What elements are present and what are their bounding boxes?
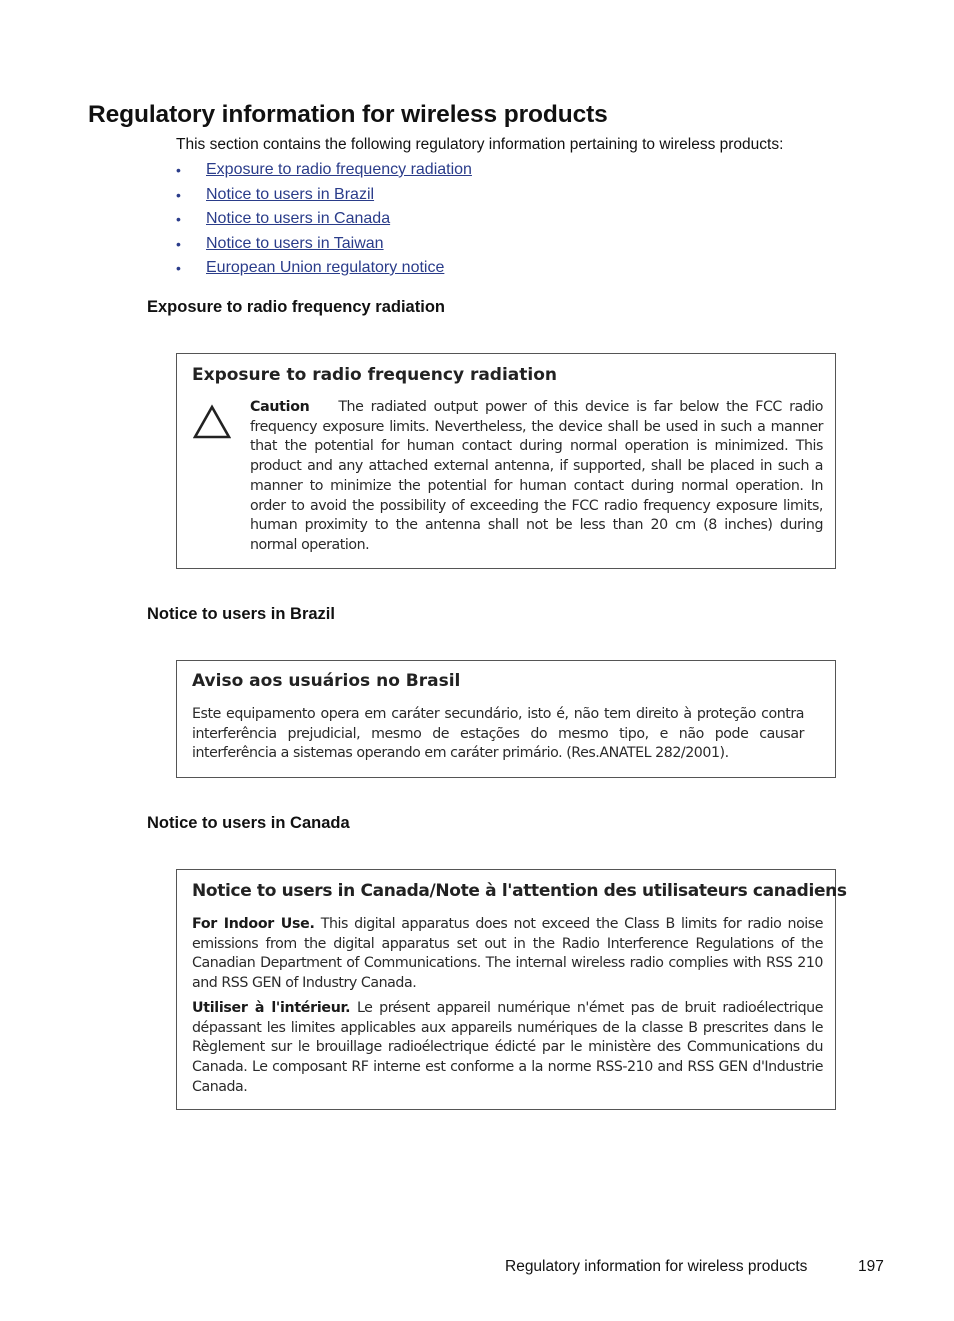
heading-canada: Notice to users in Canada	[147, 814, 350, 832]
caution-paragraph	[250, 398, 823, 556]
bullet-icon: •	[176, 235, 181, 252]
footer-title: Regulatory information for wireless products	[505, 1258, 808, 1275]
link-notice-brazil[interactable]: Notice to users in Brazil	[206, 185, 375, 203]
page-title: Regulatory information for wireless products	[88, 101, 608, 128]
exposure-box-title: Exposure to radio frequency radiation	[192, 365, 558, 385]
brazil-box-title: Aviso aos usuários no Brasil	[192, 671, 461, 691]
heading-brazil: Notice to users in Brazil	[147, 605, 335, 623]
canada-french-text: Le présent appareil numérique n'émet pas de bruit radioélectrique dépassant les limites applicables aux appareils numériques de la classe B prescrites dans le Règlement sur le brouillage radioélectrique édicté par le ministère des Communications du Canada. Le composant RF interne est conforme a la norme RSS-210 and RSS GEN d'Industrie Canada.	[192, 1000, 823, 1095]
canada-box-title: Notice to users in Canada/Note à l'attention des utilisateurs canadiens	[192, 881, 847, 901]
canada-english-text: This digital apparatus does not exceed the Class B limits for radio noise emissions from the digital apparatus set out in the Radio Interference Regulations of the Canadian Department of Communications. The internal wireless radio complies with RSS 210 and RSS GEN of Industry Canada.	[192, 916, 824, 992]
utiliser-label: Utiliser à l'intérieur.	[192, 1000, 351, 1016]
brazil-notice-box	[176, 660, 836, 778]
canada-notice-box	[176, 869, 847, 1110]
caution-label: Caution	[250, 399, 310, 415]
exposure-notice-box	[176, 353, 836, 569]
intro-text: This section contains the following regulatory information pertaining to wireless products:	[176, 136, 784, 153]
bullet-icon: •	[176, 162, 181, 178]
canada-english-paragraph	[192, 915, 823, 994]
brazil-text: Este equipamento opera em caráter secundário, isto é, não tem direito à proteção contra interferência prejudicial, mesmo de estações do mesmo tipo, e não pode causar interferência a sistemas operando em caráter primário. (Res.ANATEL 282/2001).	[192, 706, 804, 762]
page-number: 197	[858, 1258, 884, 1275]
link-eu-regulatory-notice[interactable]: European Union regulatory notice	[206, 259, 445, 276]
indoor-use-label: For Indoor Use.	[192, 916, 315, 932]
caution-text: The radiated output power of this device is far below the FCC radio frequency exposure limits. Nevertheless, the device shall be used in such a manner that the potential for human contact during normal operation is minimized. This product and any attached external antenna, if supported, shall be placed in such a manner to minimize the potential for human contact during normal operation. In order to avoid the possibility of exceeding the FCC radio frequency exposure limits, human proximity to the antenna shall not be less than 20 cm (8 inches) during normal operation.	[250, 399, 823, 553]
bullet-icon: •	[176, 186, 181, 203]
bullet-icon: •	[176, 260, 181, 276]
heading-exposure: Exposure to radio frequency radiation	[147, 298, 445, 316]
canada-french-paragraph	[192, 999, 823, 1098]
warning-triangle-icon	[193, 404, 231, 440]
link-exposure-radio-frequency[interactable]: Exposure to radio frequency radiation	[206, 161, 472, 178]
link-notice-canada[interactable]: Notice to users in Canada	[206, 210, 391, 227]
bullet-icon: •	[176, 211, 181, 227]
link-notice-taiwan[interactable]: Notice to users in Taiwan	[206, 234, 384, 252]
